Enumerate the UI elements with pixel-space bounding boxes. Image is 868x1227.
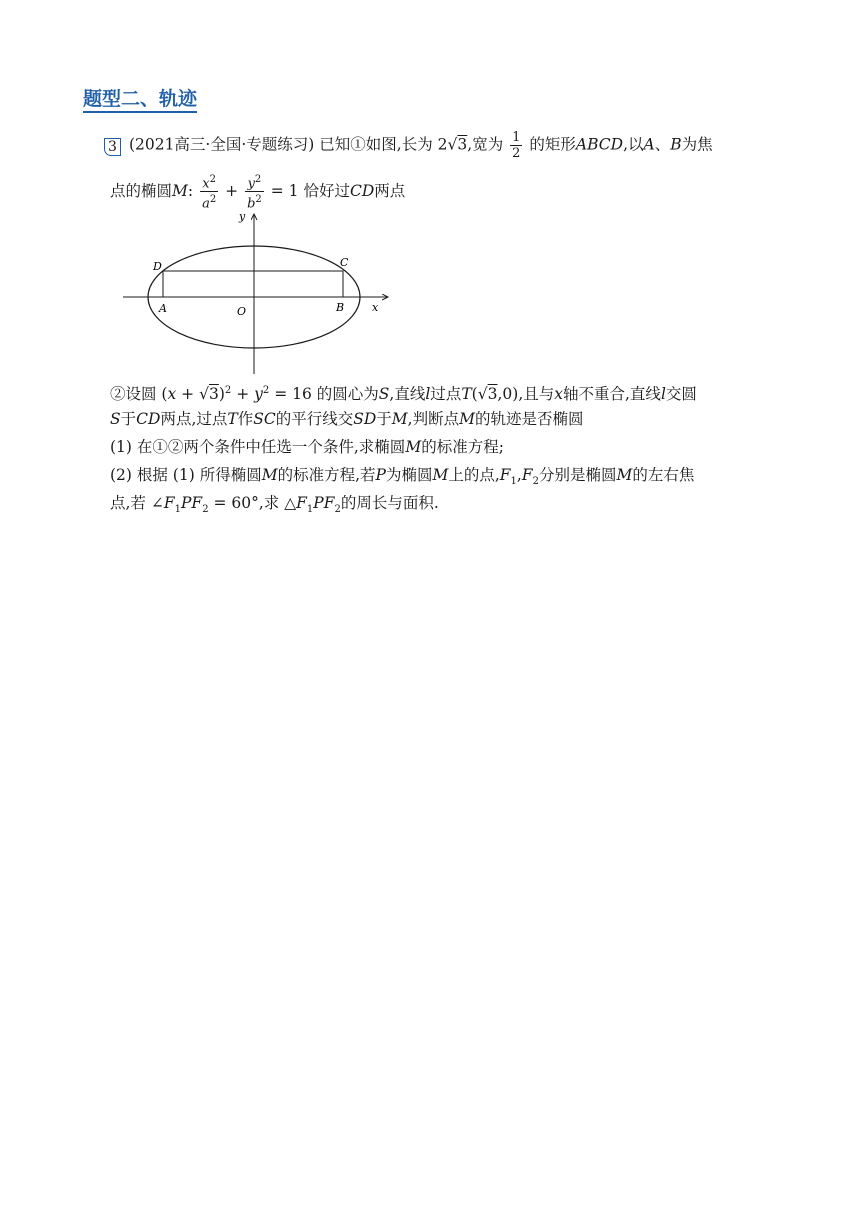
x-axis-label: x bbox=[372, 301, 379, 314]
focus-f2: F bbox=[521, 466, 533, 484]
text: ,直线 bbox=[389, 385, 426, 404]
text: ,0),且与 bbox=[497, 385, 555, 404]
ellipse-m: M bbox=[616, 466, 633, 484]
text: 的左右焦 bbox=[632, 466, 695, 484]
focus-f2: F bbox=[323, 494, 335, 512]
length-coef: 2 bbox=[437, 135, 448, 154]
point-b: B bbox=[670, 135, 682, 154]
point-m: M bbox=[459, 410, 475, 428]
text: = 16 的圆心为 bbox=[269, 385, 379, 404]
point-p: P bbox=[375, 466, 386, 484]
plus: + bbox=[225, 181, 239, 200]
text: 为焦 bbox=[681, 135, 713, 154]
var-x: x bbox=[554, 385, 563, 404]
var-y: y bbox=[254, 385, 263, 404]
width-fraction bbox=[510, 130, 522, 161]
text: (2) 根据 (1) 所得椭圆 bbox=[110, 466, 262, 484]
problem-source: (2021高三·全国·专题练习) bbox=[128, 135, 315, 154]
label-c: C bbox=[340, 256, 349, 269]
line-l: l bbox=[660, 385, 666, 404]
question-2-line-1: (2) 根据 (1) 所得椭圆M的标准方程,若P为椭圆M上的点$,F_1,F_2$分别是椭圆M的左右焦 bbox=[110, 466, 695, 488]
point-s: S bbox=[110, 410, 121, 428]
focus-f1: F bbox=[296, 494, 307, 512]
text: 的标准方程; bbox=[421, 438, 504, 456]
line-l: l bbox=[425, 385, 431, 404]
frac-den: 2 bbox=[512, 146, 521, 161]
question-2-line-2: 点,若 $\angle F_1PF_2 = 60^\circ$,求 $\triangle F_1PF_2$的周长与面积. bbox=[110, 494, 439, 516]
segment-sd: SD bbox=[353, 410, 377, 428]
sqrt-sign: √ bbox=[447, 135, 458, 154]
point-p: P bbox=[180, 494, 192, 512]
radicand: 3 bbox=[208, 385, 219, 404]
text: ,以 bbox=[623, 135, 644, 154]
frac-num: 1 bbox=[512, 130, 521, 145]
point-s: S bbox=[378, 385, 390, 404]
label-d: D bbox=[153, 260, 162, 273]
text: 点的椭圆 bbox=[110, 181, 173, 200]
focus-f1: F bbox=[499, 466, 511, 484]
var-y: y bbox=[247, 176, 255, 192]
rectangle-abcd bbox=[163, 271, 343, 297]
text: 两点 bbox=[374, 181, 406, 200]
frac-num: $x^2$ bbox=[200, 172, 218, 192]
problem-number: 3 bbox=[104, 138, 121, 156]
frac-den: $a^2$ bbox=[202, 194, 217, 212]
text: 于 bbox=[120, 410, 137, 428]
text: ,判断点 bbox=[407, 410, 460, 428]
y-fraction bbox=[245, 172, 264, 212]
point-t: T bbox=[227, 410, 238, 428]
point-m: M bbox=[391, 410, 408, 428]
text: 于 bbox=[376, 410, 392, 428]
var-a: a bbox=[202, 196, 210, 212]
text: + bbox=[176, 385, 200, 404]
ellipse-m: M bbox=[172, 181, 188, 200]
problem-line-1 bbox=[110, 130, 713, 161]
text: , bbox=[516, 466, 522, 484]
sqrt-sign: √ bbox=[477, 385, 488, 404]
rect-label: ABCD bbox=[575, 135, 624, 154]
focus-f2: F bbox=[191, 494, 203, 512]
text: 恰好过 bbox=[303, 181, 350, 200]
ellipse-m: M bbox=[405, 438, 422, 456]
problem-line-2 bbox=[110, 172, 405, 212]
origin-label: O bbox=[237, 305, 247, 318]
text: ( bbox=[471, 385, 478, 404]
var-x: x bbox=[167, 385, 177, 404]
frac-num: $y^2$ bbox=[245, 172, 264, 192]
points-cd: CD bbox=[136, 410, 161, 428]
text: 已知①如图,长为 bbox=[319, 135, 433, 154]
text: 的周长与面积. bbox=[340, 494, 439, 512]
text: 两点,过点 bbox=[160, 410, 228, 428]
condition2-line-1: ②设圆 $(x + √3)^2 + y^2 = 16$ 的圆心为S,直线l过点T(√3,0),且与x轴不重合,直线l交圆 bbox=[110, 385, 697, 404]
text: = 1 bbox=[270, 181, 299, 200]
y-axis-label: y bbox=[239, 210, 246, 223]
x-fraction bbox=[200, 172, 218, 212]
text: 轴不重合,直线 bbox=[563, 385, 661, 404]
points-cd: CD bbox=[349, 181, 375, 200]
point-p: P bbox=[313, 494, 324, 512]
text: 分别是椭圆 bbox=[539, 466, 617, 484]
text: + bbox=[231, 385, 255, 404]
label-a: A bbox=[159, 302, 167, 315]
text: (1) 在①②两个条件中任选一个条件,求椭圆 bbox=[110, 438, 406, 456]
label-b: B bbox=[336, 301, 345, 314]
length-radicand: 3 bbox=[457, 135, 468, 154]
text: : bbox=[187, 181, 194, 200]
condition2-line-2 bbox=[110, 409, 584, 429]
ellipse-m: M bbox=[261, 466, 278, 484]
text: = 60°,求 △ bbox=[208, 494, 297, 512]
text: 的矩形 bbox=[529, 135, 576, 154]
text: ②设圆 ( bbox=[110, 385, 168, 404]
var-x: x bbox=[202, 176, 210, 192]
text: ,宽为 bbox=[467, 135, 504, 154]
question-1 bbox=[110, 437, 504, 457]
text: 上的点, bbox=[448, 466, 500, 484]
text: 的平行线交 bbox=[275, 410, 354, 428]
text: 过点 bbox=[430, 385, 462, 404]
ellipse-m: M bbox=[432, 466, 449, 484]
text: 点,若 ∠ bbox=[110, 494, 164, 512]
segment-sc: SC bbox=[253, 410, 276, 428]
text: 为椭圆 bbox=[385, 466, 433, 484]
point-t: T bbox=[461, 385, 472, 404]
text: 作 bbox=[237, 410, 254, 428]
sqrt-sign: √ bbox=[199, 385, 209, 404]
text: 的标准方程,若 bbox=[277, 466, 376, 484]
point-a: A bbox=[643, 135, 655, 154]
text: 交圆 bbox=[665, 385, 697, 404]
text: ) bbox=[218, 385, 225, 404]
frac-den: $b^2$ bbox=[247, 194, 262, 212]
focus-f1: F bbox=[163, 494, 175, 512]
section-title: 题型二、轨迹 bbox=[83, 88, 197, 113]
radicand: 3 bbox=[487, 385, 498, 404]
ellipse-figure bbox=[118, 208, 398, 380]
text: 的轨迹是否椭圆 bbox=[474, 410, 584, 428]
var-b: b bbox=[247, 196, 256, 212]
text: 、 bbox=[654, 135, 671, 154]
